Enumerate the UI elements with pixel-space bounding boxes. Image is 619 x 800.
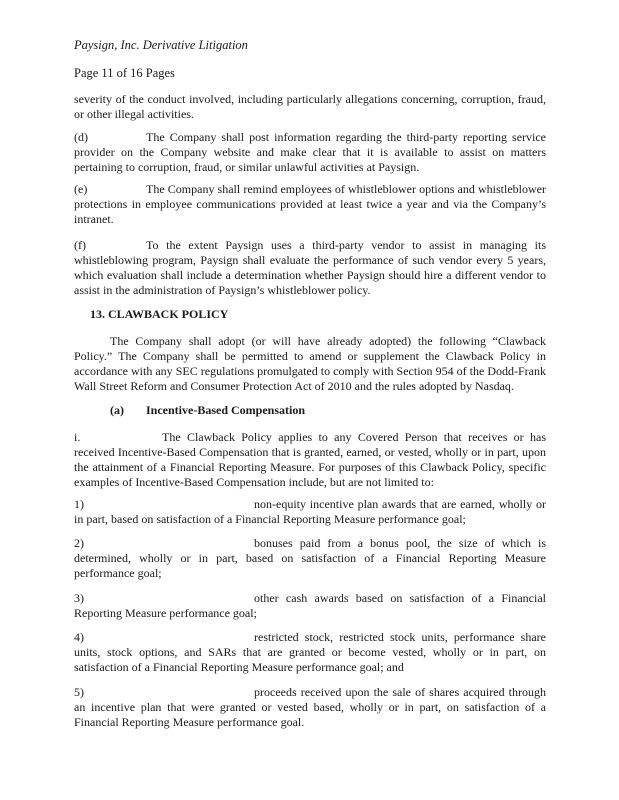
paragraph-e (74, 182, 546, 227)
list-item-2-label: 2) (74, 536, 84, 550)
paragraph-f (74, 238, 546, 298)
list-item-2 (74, 536, 546, 581)
header-title: Paysign, Inc. Derivative Litigation (74, 38, 248, 52)
paragraph-d (74, 130, 546, 175)
list-item-4 (74, 630, 546, 675)
list-item-1-label: 1) (74, 497, 84, 511)
continued-paragraph: severity of the conduct involved, including particularly allegations concerning, corruption, fraud, or other illegal activities. (74, 92, 546, 121)
clause-i (74, 430, 546, 490)
subsection-a-label: (a) (110, 403, 124, 417)
list-item-2-text: bonuses paid from a bonus pool, the size of which is determined, wholly or in part, based on satisfaction of a Financial Reporting Measure performance goal; (74, 536, 546, 580)
paragraph-d-label: (d) (74, 130, 88, 144)
paragraph-f-text: To the extent Paysign uses a third-party vendor to assist in managing its whistleblowing program, Paysign shall evaluate the performance of such vendor every 5 years, which evaluation shall include a determination whether Paysign should hire a different vendor to assist in the administration of Paysign’s whistleblower policy. (74, 238, 546, 297)
subsection-a-title: Incentive-Based Compensation (146, 403, 306, 417)
list-item-5 (74, 685, 546, 730)
paragraph-d-text: The Company shall post information regarding the third-party reporting service provider on the Company website and make clear that it is available to assist on matters pertaining to corruption, fraud, or similar unlawful activities at Paysign. (74, 130, 546, 174)
subsection-a-heading (110, 403, 306, 418)
list-item-5-label: 5) (74, 685, 84, 699)
list-item-3-text: other cash awards based on satisfaction of a Financial Reporting Measure performance goal; (74, 591, 546, 620)
paragraph-e-text: The Company shall remind employees of whistleblower options and whistleblower protections in employee communications provided at least twice a year and via the Company’s intranet. (74, 182, 546, 226)
clause-i-text: The Clawback Policy applies to any Covered Person that receives or has received Incentive-Based Compensation that is granted, earned, or vested, wholly or in part, upon the attainment of a Financial Reporting Measure. For purposes of this Clawback Policy, specific examples of Incentive-Based Compensation include, but are not limited to: (74, 430, 546, 489)
list-item-4-text: restricted stock, restricted stock units, performance share units, stock options, and SARs that are granted or become vested, wholly or in part, on satisfaction of a Financial Reporting Measure performance goal; and (74, 630, 546, 674)
paragraph-e-label: (e) (74, 182, 88, 196)
list-item-5-text: proceeds received upon the sale of shares acquired through an incentive plan that were granted or vested based, wholly or in part, on satisfaction of a Financial Reporting Measure performance goal. (74, 685, 546, 729)
list-item-4-label: 4) (74, 630, 84, 644)
clause-i-label: i. (74, 430, 81, 444)
paragraph-f-label: (f) (74, 238, 86, 252)
list-item-1-text: non-equity incentive plan awards that are earned, wholly or in part, based on satisfaction of a Financial Reporting Measure performance goal; (74, 497, 546, 526)
list-item-3 (74, 591, 546, 621)
header-page-number: Page 11 of 16 Pages (74, 66, 175, 80)
section-13-title: 13. CLAWBACK POLICY (90, 307, 229, 321)
list-item-1 (74, 497, 546, 527)
section-13-intro: The Company shall adopt (or will have already adopted) the following “Clawback Policy.” The Company shall be permitted to amend or supplement the Clawback Policy in accordance with any SEC regulations promulgated to comply with Section 954 of the Dodd-Frank Wall Street Reform and Consumer Protection Act of 2010 and the rules adopted by Nasdaq. (74, 334, 546, 393)
list-item-3-label: 3) (74, 591, 84, 605)
